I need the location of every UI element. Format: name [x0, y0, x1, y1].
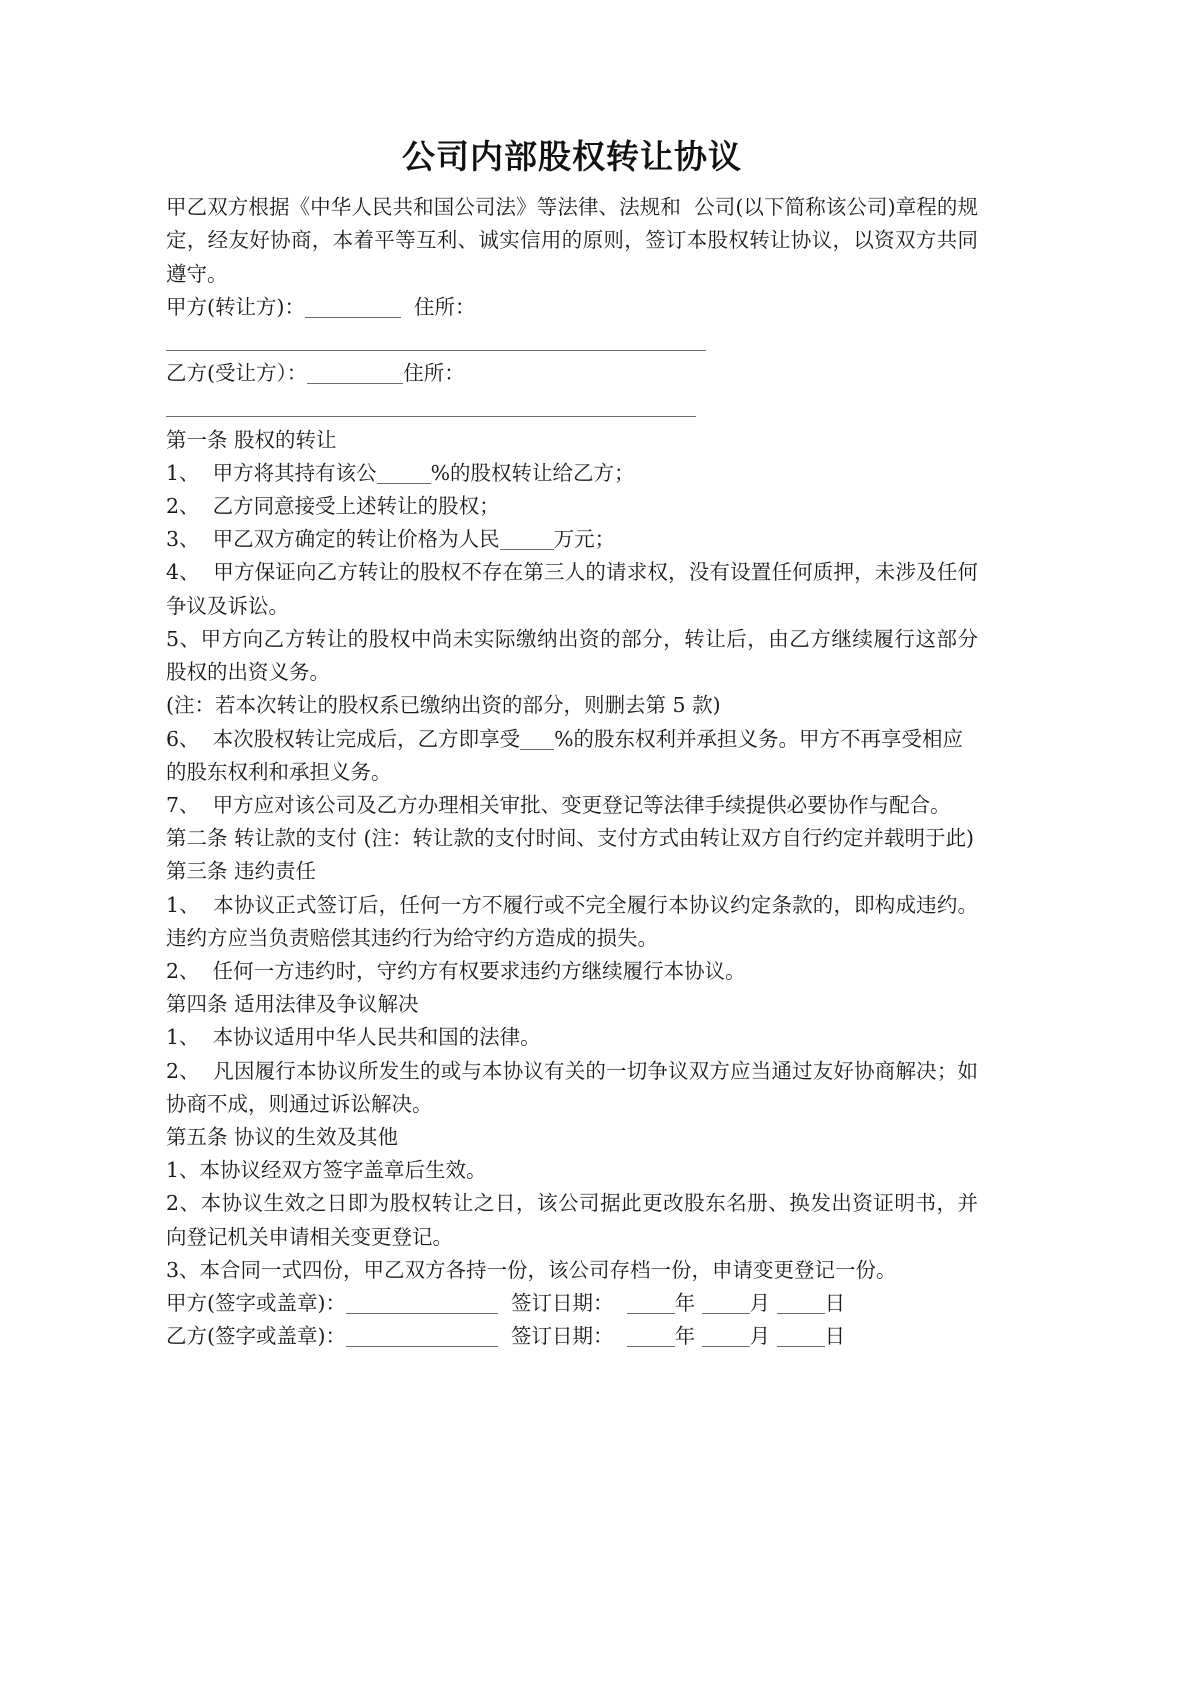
- gap: [614, 1291, 627, 1315]
- text-run: %的股东权利并承担义务。甲方不再享受相应的股东权利和承担义务。: [166, 726, 964, 784]
- paragraph-preamble: [166, 191, 978, 291]
- month-label: 月: [749, 1290, 771, 1315]
- text-run: 第一条 股权的转让: [166, 427, 337, 452]
- paragraph-art5-item2: [166, 1187, 978, 1253]
- text-run: 2、本协议生效之日即为股权转让之日，该公司据此更改股东名册、换发出资证明书，并向登记机关申请相关变更登记。: [166, 1191, 978, 1249]
- text-run: 7、 甲方应对该公司及乙方办理相关审批、变更登记等法律手续提供必要协作与配合。: [166, 792, 951, 817]
- paragraph-party-a-line: [166, 291, 978, 357]
- document-body: [166, 136, 978, 1353]
- paragraph-art4-item2: [166, 1055, 978, 1121]
- paragraph-article-1-heading: [166, 424, 978, 457]
- text-run: 6、 本次股权转让完成后，乙方即享受: [166, 726, 521, 751]
- blank-fill-field[interactable]: [166, 398, 696, 417]
- text-run: 1、 本协议适用中华人民共和国的法律。: [166, 1025, 541, 1050]
- signature-party-label: 甲方(签字或盖章)：: [166, 1290, 346, 1315]
- paragraph-art1-item5: [166, 623, 978, 689]
- paragraph-art1-note: [166, 689, 978, 722]
- signing-date-label: 签订日期：: [511, 1324, 614, 1349]
- signature-block: [166, 1287, 978, 1353]
- paragraph-party-b-line: [166, 357, 978, 423]
- text-run: 5、甲方向乙方转让的股权中尚未实际缴纳出资的部分，转让后，由乙方继续履行这部分股权的出资义务。: [166, 626, 978, 685]
- blank-fill-field[interactable]: [307, 365, 403, 384]
- signature-party-b: [166, 1320, 978, 1353]
- paragraph-art5-item3: [166, 1254, 978, 1287]
- page-title: 公司内部股权转让协议: [402, 137, 742, 176]
- blank-fill-field[interactable]: [166, 332, 706, 351]
- text-run: 万元；: [553, 527, 616, 552]
- text-run: 3、 甲乙双方确定的转让价格为人民: [166, 527, 500, 552]
- month-label: 月: [749, 1324, 771, 1349]
- text-run: 第三条 违约责任: [166, 859, 317, 884]
- paragraph-art4-item1: [166, 1021, 978, 1054]
- gap: [498, 1291, 511, 1315]
- signature-party-label: 乙方(签字或盖章)：: [166, 1324, 346, 1349]
- blank-fill-field[interactable]: [305, 299, 401, 318]
- day-label: 日: [824, 1290, 846, 1315]
- blank-fill-field[interactable]: [500, 531, 554, 550]
- paragraph-art3-item1: [166, 889, 978, 955]
- signing-day-field[interactable]: [777, 1328, 825, 1347]
- signature-party-a: [166, 1287, 978, 1320]
- paragraph-art1-item3: [166, 523, 978, 556]
- text-run: 第二条 转让款的支付 (注：转让款的支付时间、支付方式由转让双方自行约定并载明于此): [166, 826, 975, 851]
- gap: [614, 1324, 627, 1348]
- text-run: 2、 凡因履行本协议所发生的或与本协议有关的一切争议双方应当通过友好协商解决；如协商不成，则通过诉讼解决。: [166, 1058, 978, 1116]
- text-run: 1、本协议经双方签字盖章后生效。: [166, 1158, 487, 1183]
- paragraph-article-2-heading: [166, 822, 978, 855]
- paragraph-art3-item2: [166, 955, 978, 988]
- text-run: 住所：: [403, 361, 465, 386]
- text-run: 甲乙双方根据《中华人民共和国公司法》等法律、法规和 公司(以下简称该公司)章程的规定，经友好协商，本着平等互利、诚实信用的原则，签订本股权转让协议，以资双方共同遵守。: [166, 195, 978, 286]
- text-run: 甲方(转让方)：: [166, 294, 305, 319]
- signing-month-field[interactable]: [702, 1328, 750, 1347]
- text-run: 2、 任何一方违约时，守约方有权要求违约方继续履行本协议。: [166, 958, 746, 983]
- text-run: 4、 甲方保证向乙方转让的股权不存在第三人的请求权，没有设置任何质押，未涉及任何争议及诉讼。: [166, 560, 978, 618]
- signing-year-field[interactable]: [627, 1328, 675, 1347]
- blank-fill-field[interactable]: [520, 731, 554, 750]
- year-label: 年: [674, 1290, 696, 1315]
- paragraph-article-5-heading: [166, 1121, 978, 1154]
- paragraph-art1-item2: [166, 490, 978, 523]
- year-label: 年: [674, 1324, 696, 1349]
- paragraph-article-3-heading: [166, 855, 978, 888]
- text-run: 住所：: [401, 294, 476, 319]
- text-run: 2、 乙方同意接受上述转让的股权；: [166, 494, 500, 519]
- text-run: 第四条 适用法律及争议解决: [166, 992, 419, 1017]
- signing-date-label: 签订日期：: [511, 1290, 614, 1315]
- paragraph-art1-item7: [166, 789, 978, 822]
- gap: [498, 1324, 511, 1348]
- paragraph-article-4-heading: [166, 988, 978, 1021]
- paragraph-art5-item1: [166, 1154, 978, 1187]
- day-label: 日: [824, 1324, 846, 1349]
- paragraph-art1-item6: [166, 723, 978, 789]
- signing-month-field[interactable]: [702, 1295, 750, 1314]
- signing-year-field[interactable]: [627, 1295, 675, 1314]
- text-run: 1、 本协议正式签订后，任何一方不履行或不完全履行本协议约定条款的，即构成违约。违约方应当负责赔偿其违约行为给守约方造成的损失。: [166, 892, 978, 950]
- paragraph-art1-item4: [166, 556, 978, 622]
- signature-name-field[interactable]: [346, 1295, 498, 1314]
- text-run: 乙方(受让方）：: [166, 361, 308, 386]
- blank-fill-field[interactable]: [377, 465, 431, 484]
- signing-day-field[interactable]: [777, 1295, 825, 1314]
- text-run: 第五条 协议的生效及其他: [166, 1124, 399, 1149]
- text-run: 3、本合同一式四份，甲乙双方各持一份，该公司存档一份，申请变更登记一份。: [166, 1257, 897, 1282]
- text-run: %的股权转让给乙方；: [430, 460, 635, 485]
- paragraph-art1-item1: [166, 457, 978, 490]
- paragraph-container: [166, 191, 978, 1287]
- signature-name-field[interactable]: [346, 1328, 498, 1347]
- text-run: (注：若本次转让的股权系已缴纳出资的部分，则删去第 5 款): [166, 693, 721, 718]
- text-run: 1、 甲方将其持有该公: [166, 460, 377, 485]
